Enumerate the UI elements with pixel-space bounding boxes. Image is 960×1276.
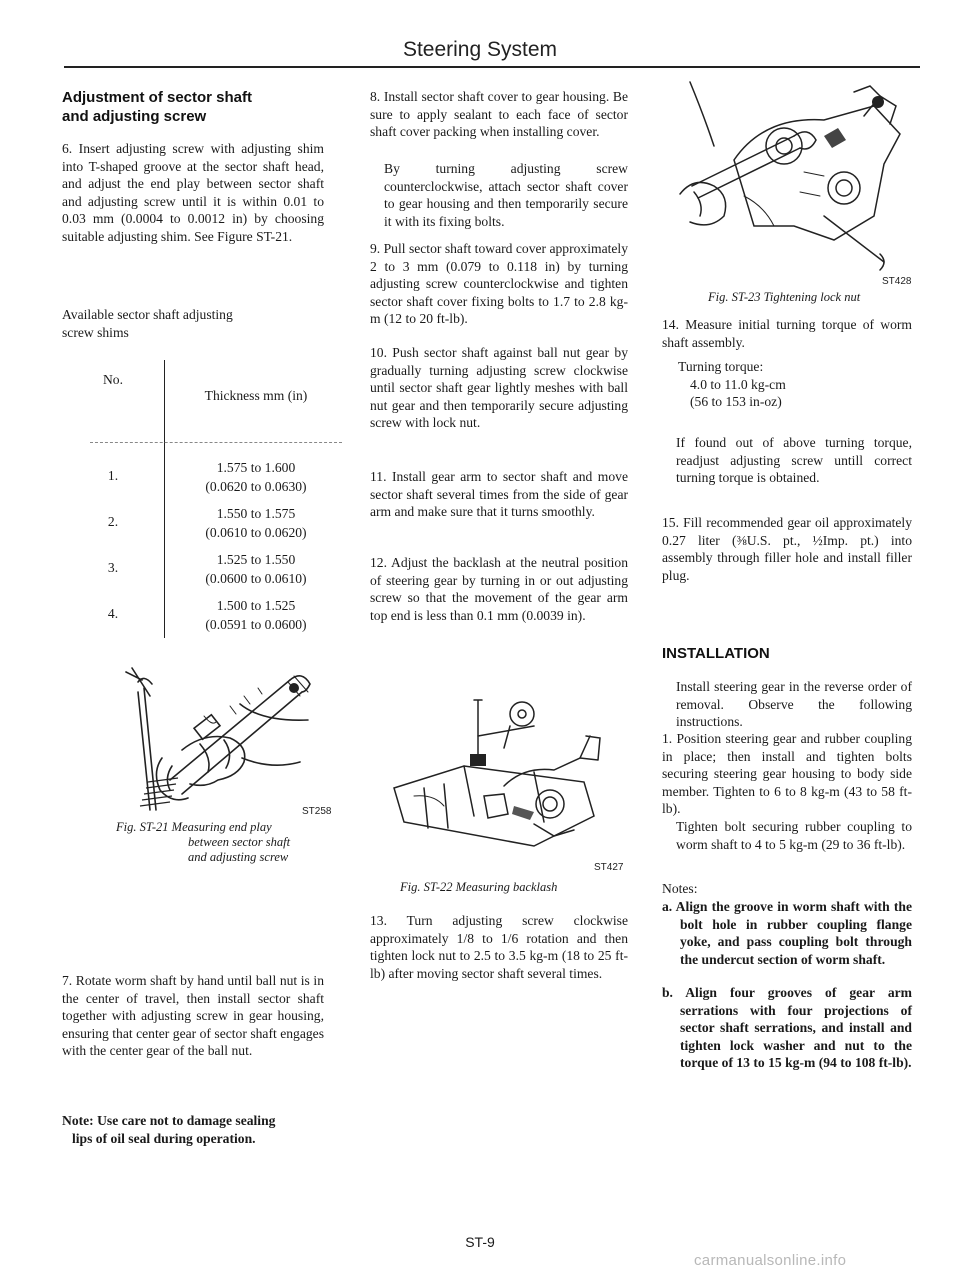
note-line-1: Note: Use care not to damage sealing [62, 1113, 276, 1128]
page-header-title: Steering System [402, 38, 558, 61]
heading-line-2: and adjusting screw [62, 108, 207, 125]
table-cell-in: (0.0600 to 0.0610) [205, 571, 307, 586]
figure-st23-caption: Fig. ST-23 Tightening lock nut [708, 290, 861, 304]
table-cell-mm: 1.500 to 1.525 [216, 598, 296, 613]
turning-torque-label: Turning torque: [678, 359, 764, 374]
table-cell-in: (0.0620 to 0.0630) [205, 479, 307, 494]
note-line-2: lips of oil seal during operation. [72, 1130, 256, 1146]
notes-label: Notes: [662, 881, 698, 896]
shim-table [62, 360, 346, 638]
table-header-rule [90, 442, 342, 443]
figure-st22-illustration [384, 696, 620, 856]
table-cell-mm: 1.575 to 1.600 [216, 460, 296, 475]
figure-st21-code: ST258 [302, 806, 332, 817]
header-rule [64, 66, 920, 68]
table-cell-mm: 1.525 to 1.550 [216, 552, 296, 567]
installation-step-1-continued: Tighten bolt securing rubber coupling to worm shaft to 4 to 5 kg-m (29 to 36 ft-lb). [676, 819, 912, 852]
step-10-text: 10. Push sector shaft against ball nut gear by gradually turning adjusting screw clockwise until sector shaft gear lightly meshes with ball nut gear and then temporarily secure adjusting screw with lock nut. [370, 345, 628, 431]
section-heading-sector-shaft [62, 88, 332, 126]
figure-st22-caption: Fig. ST-22 Measuring backlash [400, 880, 558, 894]
torque-check-text: If found out of above turning torque, readjust adjusting screw untill correct turning torque is obtained. [676, 435, 912, 486]
table-row [166, 504, 346, 542]
table-row [166, 550, 346, 588]
table-cell-in: (0.0610 to 0.0620) [205, 525, 307, 540]
heading-line-1: Adjustment of sector shaft [62, 89, 253, 106]
step-6-text: 6. Insert adjusting screw with adjusting shim into T-shaped groove at the sector shaft head, and adjust the end play between sector shaft and adjusting screw until it is within 0.01 to 0.03 mm (0.0004 to 0.0012 in) by choosing suitable adjusting shim. See Figure ST-21. [62, 141, 324, 244]
figure-st22-code: ST427 [594, 862, 624, 873]
step-15-text: 15. Fill recommended gear oil approximately 0.27 liter (⅜U.S. pt., ½Imp. pt.) into assembly through filler hole and install filler plug. [662, 515, 912, 583]
installation-heading: INSTALLATION [662, 645, 770, 662]
installation-intro: Install steering gear in the reverse order of removal. Observe the following instructions. [676, 679, 912, 730]
figure-st21-illustration [112, 662, 322, 812]
shim-table-intro [62, 306, 324, 341]
shim-table-intro-line-2: screw shims [62, 324, 129, 340]
step-7-text: 7. Rotate worm shaft by hand until ball nut is in the center of travel, then install sector shaft together with adjusting screw in gear housing, ensuring that center gear of sector shaft engages with the center gear of the ball nut. [62, 973, 324, 1059]
step-13-text: 13. Turn adjusting screw clockwise approximately 1/8 to 1/6 rotation and then tighten lock nut to 2.5 to 3.5 kg-m (18 to 25 ft-lb) after moving sector shaft several times. [370, 913, 628, 981]
step-8-text: 8. Install sector shaft cover to gear housing. Be sure to apply sealant to each face of sector shaft cover packing when installing cover. [370, 89, 628, 140]
installation-step-1: 1. Position steering gear and rubber coupling in place; then install and tighten bolts securing steering gear housing to body side member. Tighten to 6 to 8 kg-m (43 to 58 ft-lb). [662, 731, 912, 817]
note-oil-seal [62, 1112, 324, 1147]
turning-torque-spec [678, 358, 908, 411]
figure-st21-caption [116, 820, 334, 865]
table-row [166, 596, 346, 634]
table-row-no: 3. [107, 560, 119, 575]
table-vertical-rule [164, 360, 165, 638]
turning-torque-inoz: (56 to 153 in-oz) [690, 394, 782, 410]
caption-line: Fig. ST-21 Measuring end play [116, 820, 272, 834]
table-row-no: 1. [107, 468, 119, 483]
step-14-text: 14. Measure initial turning torque of worm shaft assembly. [662, 317, 912, 350]
page-number: ST-9 [465, 1234, 495, 1250]
table-header-no: No. [102, 372, 123, 387]
table-row-no: 2. [107, 514, 119, 529]
turning-torque-kgcm: 4.0 to 11.0 kg-cm [690, 376, 786, 392]
table-header-thickness: Thickness mm (in) [204, 388, 308, 403]
caption-line: between sector shaft [188, 835, 291, 849]
table-row-no: 4. [107, 606, 119, 621]
note-b: b. Align four grooves of gear arm serrations with four projections of sector shaft serrations, and install and tighten lock washer and nut to the torque of 13 to 15 kg-m (94 to 108 ft-lb). [662, 985, 912, 1071]
caption-line: and adjusting screw [188, 850, 289, 864]
table-row [166, 458, 346, 496]
step-8-continued-text: By turning adjusting screw counterclockwise, attach sector shaft cover to gear housing and then temporarily secure it with its fixing bolts. [384, 161, 628, 229]
watermark-text: carmanualsonline.info [694, 1252, 847, 1269]
table-cell-mm: 1.550 to 1.575 [216, 506, 296, 521]
table-cell-in: (0.0591 to 0.0600) [205, 617, 307, 632]
figure-st23-illustration [674, 76, 910, 276]
figure-st23-code: ST428 [882, 276, 912, 287]
note-a: a. Align the groove in worm shaft with the bolt hole in rubber coupling flange yoke, and pass coupling bolt through the undercut section of worm shaft. [662, 899, 912, 967]
shim-table-intro-line-1: Available sector shaft adjusting [62, 307, 233, 322]
step-12-text: 12. Adjust the backlash at the neutral position of steering gear by turning in or out adjusting screw so that the movement of the gear arm top end is less than 0.1 mm (0.0039 in). [370, 555, 628, 623]
step-9-text: 9. Pull sector shaft toward cover approximately 2 to 3 mm (0.079 to 0.118 in) by turning adjusting screw counterclockwise and tighten sector shaft cover fixing bolts to 1.7 to 2.8 kg-m (12 to 20 ft-lb). [370, 241, 628, 327]
step-11-text: 11. Install gear arm to sector shaft and move sector shaft several times from the side of gear arm and make sure that it turns smoothly. [370, 469, 628, 520]
